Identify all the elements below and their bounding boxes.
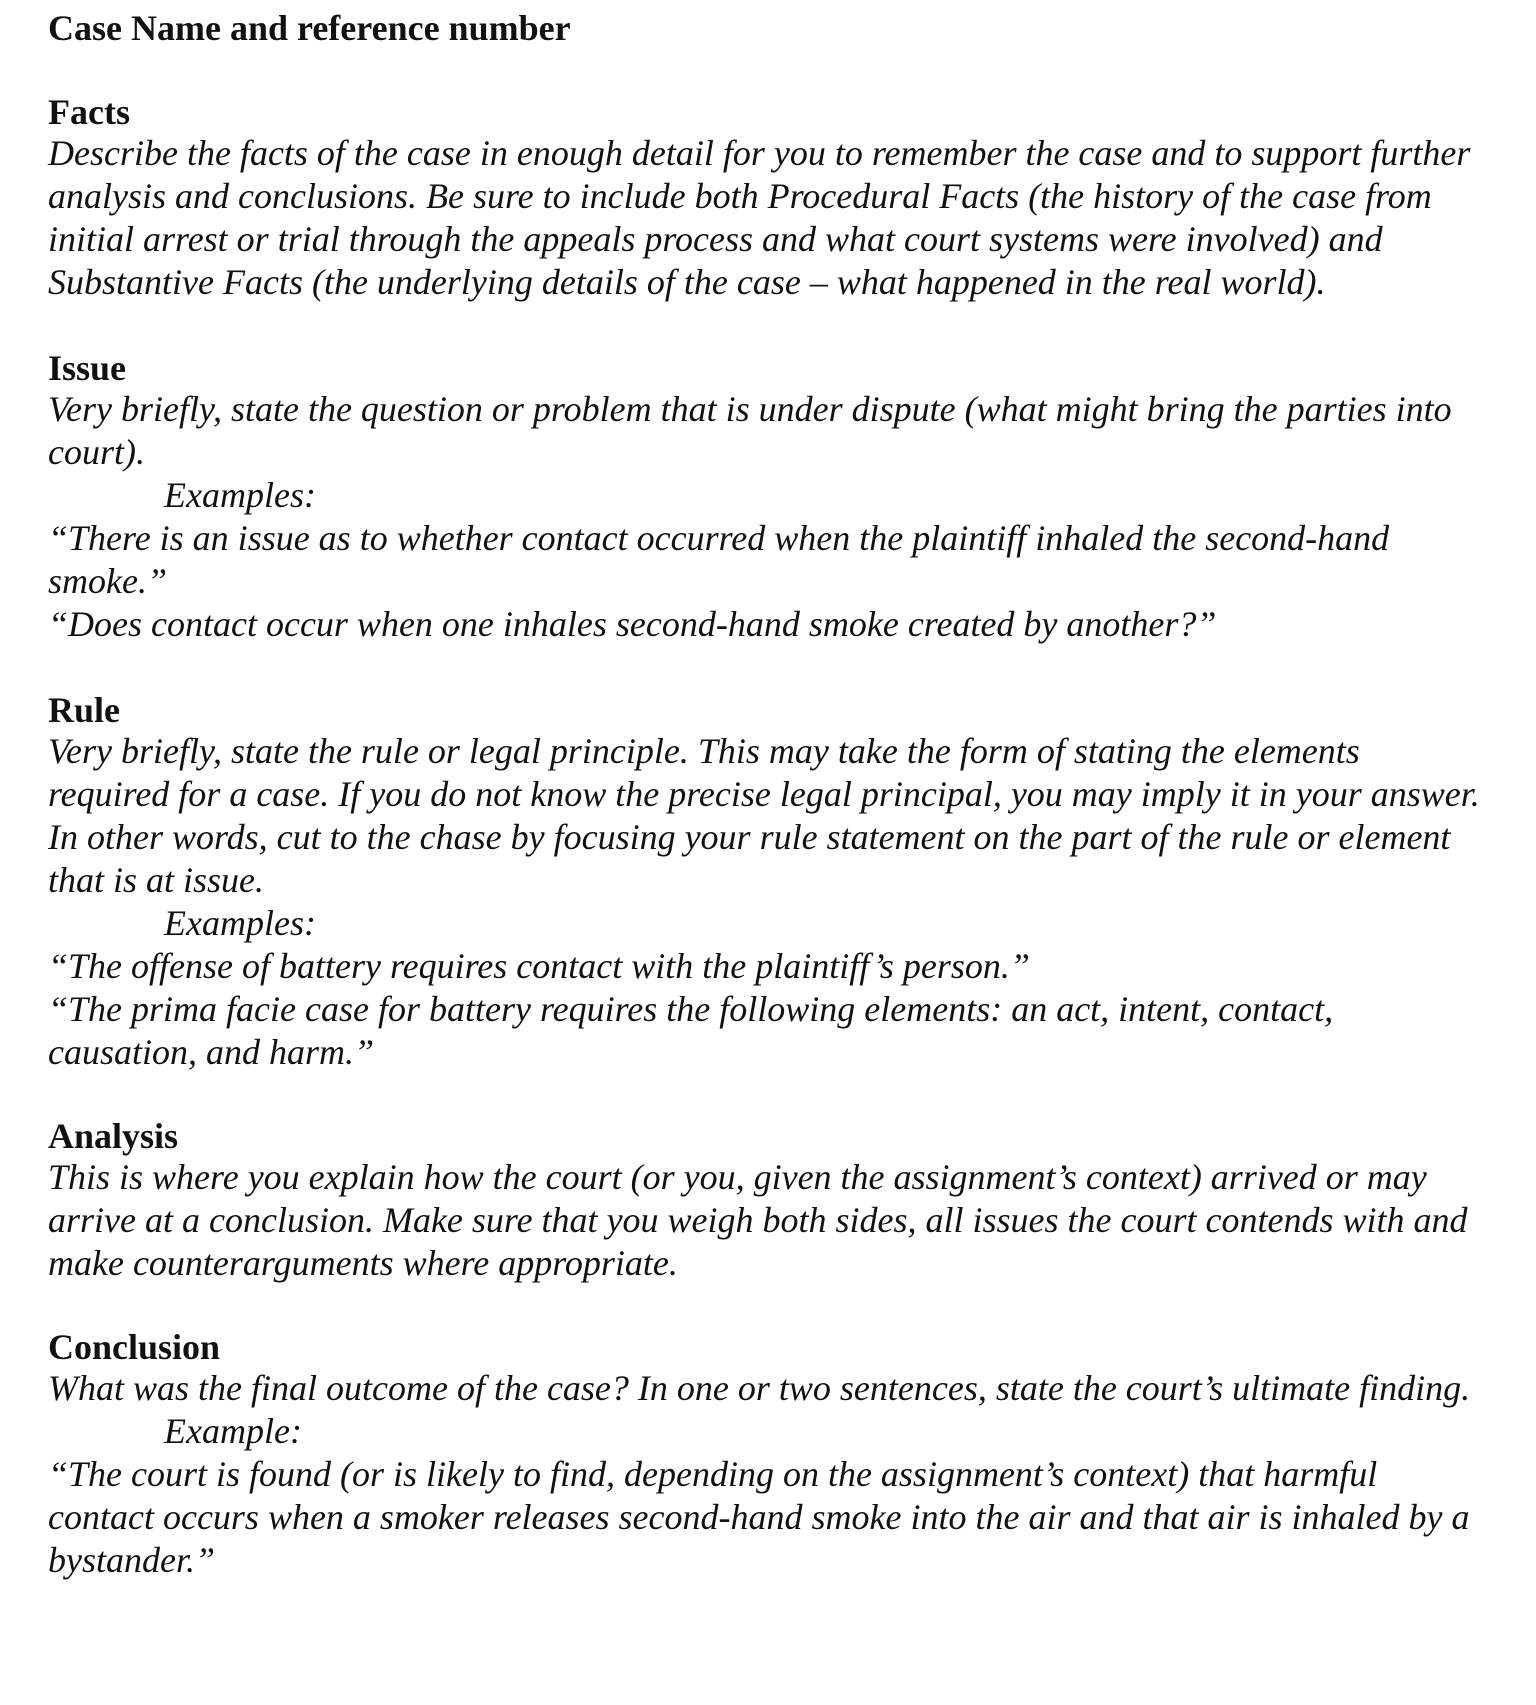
conclusion-heading: Conclusion (48, 1327, 221, 1367)
rule-examples-label: Examples: (164, 903, 316, 943)
document-title: Case Name and reference number (48, 8, 571, 48)
issue-heading: Issue (48, 348, 127, 388)
analysis-heading: Analysis (48, 1116, 179, 1156)
rule-example: “The offense of battery requires contact with the plaintiff’s person.” (48, 946, 1030, 986)
facts-description: Describe the facts of the case in enough detail for you to remember the case and to support further analysis and conclusions. Be sure to include both Procedural Facts (the history of the case from initial arrest or trial through the appeals process and what court systems were involved) and Substantive Facts (the underlying details of the case – what happened in the real world). (48, 133, 1471, 302)
issue-example: “Does contact occur when one inhales second-hand smoke created by another?” (48, 604, 1217, 644)
issue-examples-label: Examples: (164, 475, 316, 515)
rule-section (48, 690, 1488, 1074)
analysis-description: This is where you explain how the court (or you, given the assignment’s context) arrived or may arrive at a conclusion. Make sure that you weigh both sides, all issues the court contends with and make counterarguments where appropriate. (48, 1157, 1468, 1283)
issue-section (48, 348, 1488, 646)
facts-section (48, 92, 1488, 304)
conclusion-description: What was the final outcome of the case? In one or two sentences, state the court’s ultimate finding. (48, 1368, 1471, 1408)
conclusion-section (48, 1327, 1488, 1582)
issue-example: “There is an issue as to whether contact occurred when the plaintiff inhaled the second-hand smoke.” (48, 518, 1390, 601)
rule-example: “The prima facie case for battery requires the following elements: an act, intent, contact, causation, and harm.” (48, 989, 1334, 1072)
analysis-section (48, 1116, 1488, 1285)
facts-heading: Facts (48, 92, 130, 132)
rule-description: Very briefly, state the rule or legal principle. This may take the form of stating the elements required for a case. If you do not know the precise legal principal, you may imply it in your answer. In other words, cut to the chase by focusing your rule statement on the part of the rule or element that is at issue. (48, 731, 1480, 900)
rule-heading: Rule (48, 690, 120, 730)
document-page (48, 6, 1488, 1582)
conclusion-example: “The court is found (or is likely to find, depending on the assignment’s context) that harmful contact occurs when a smoker releases second-hand smoke into the air and that air is inhaled by a bystander.” (48, 1454, 1470, 1580)
issue-description: Very briefly, state the question or problem that is under dispute (what might bring the parties into court). (48, 389, 1452, 472)
conclusion-example-label: Example: (164, 1411, 302, 1451)
